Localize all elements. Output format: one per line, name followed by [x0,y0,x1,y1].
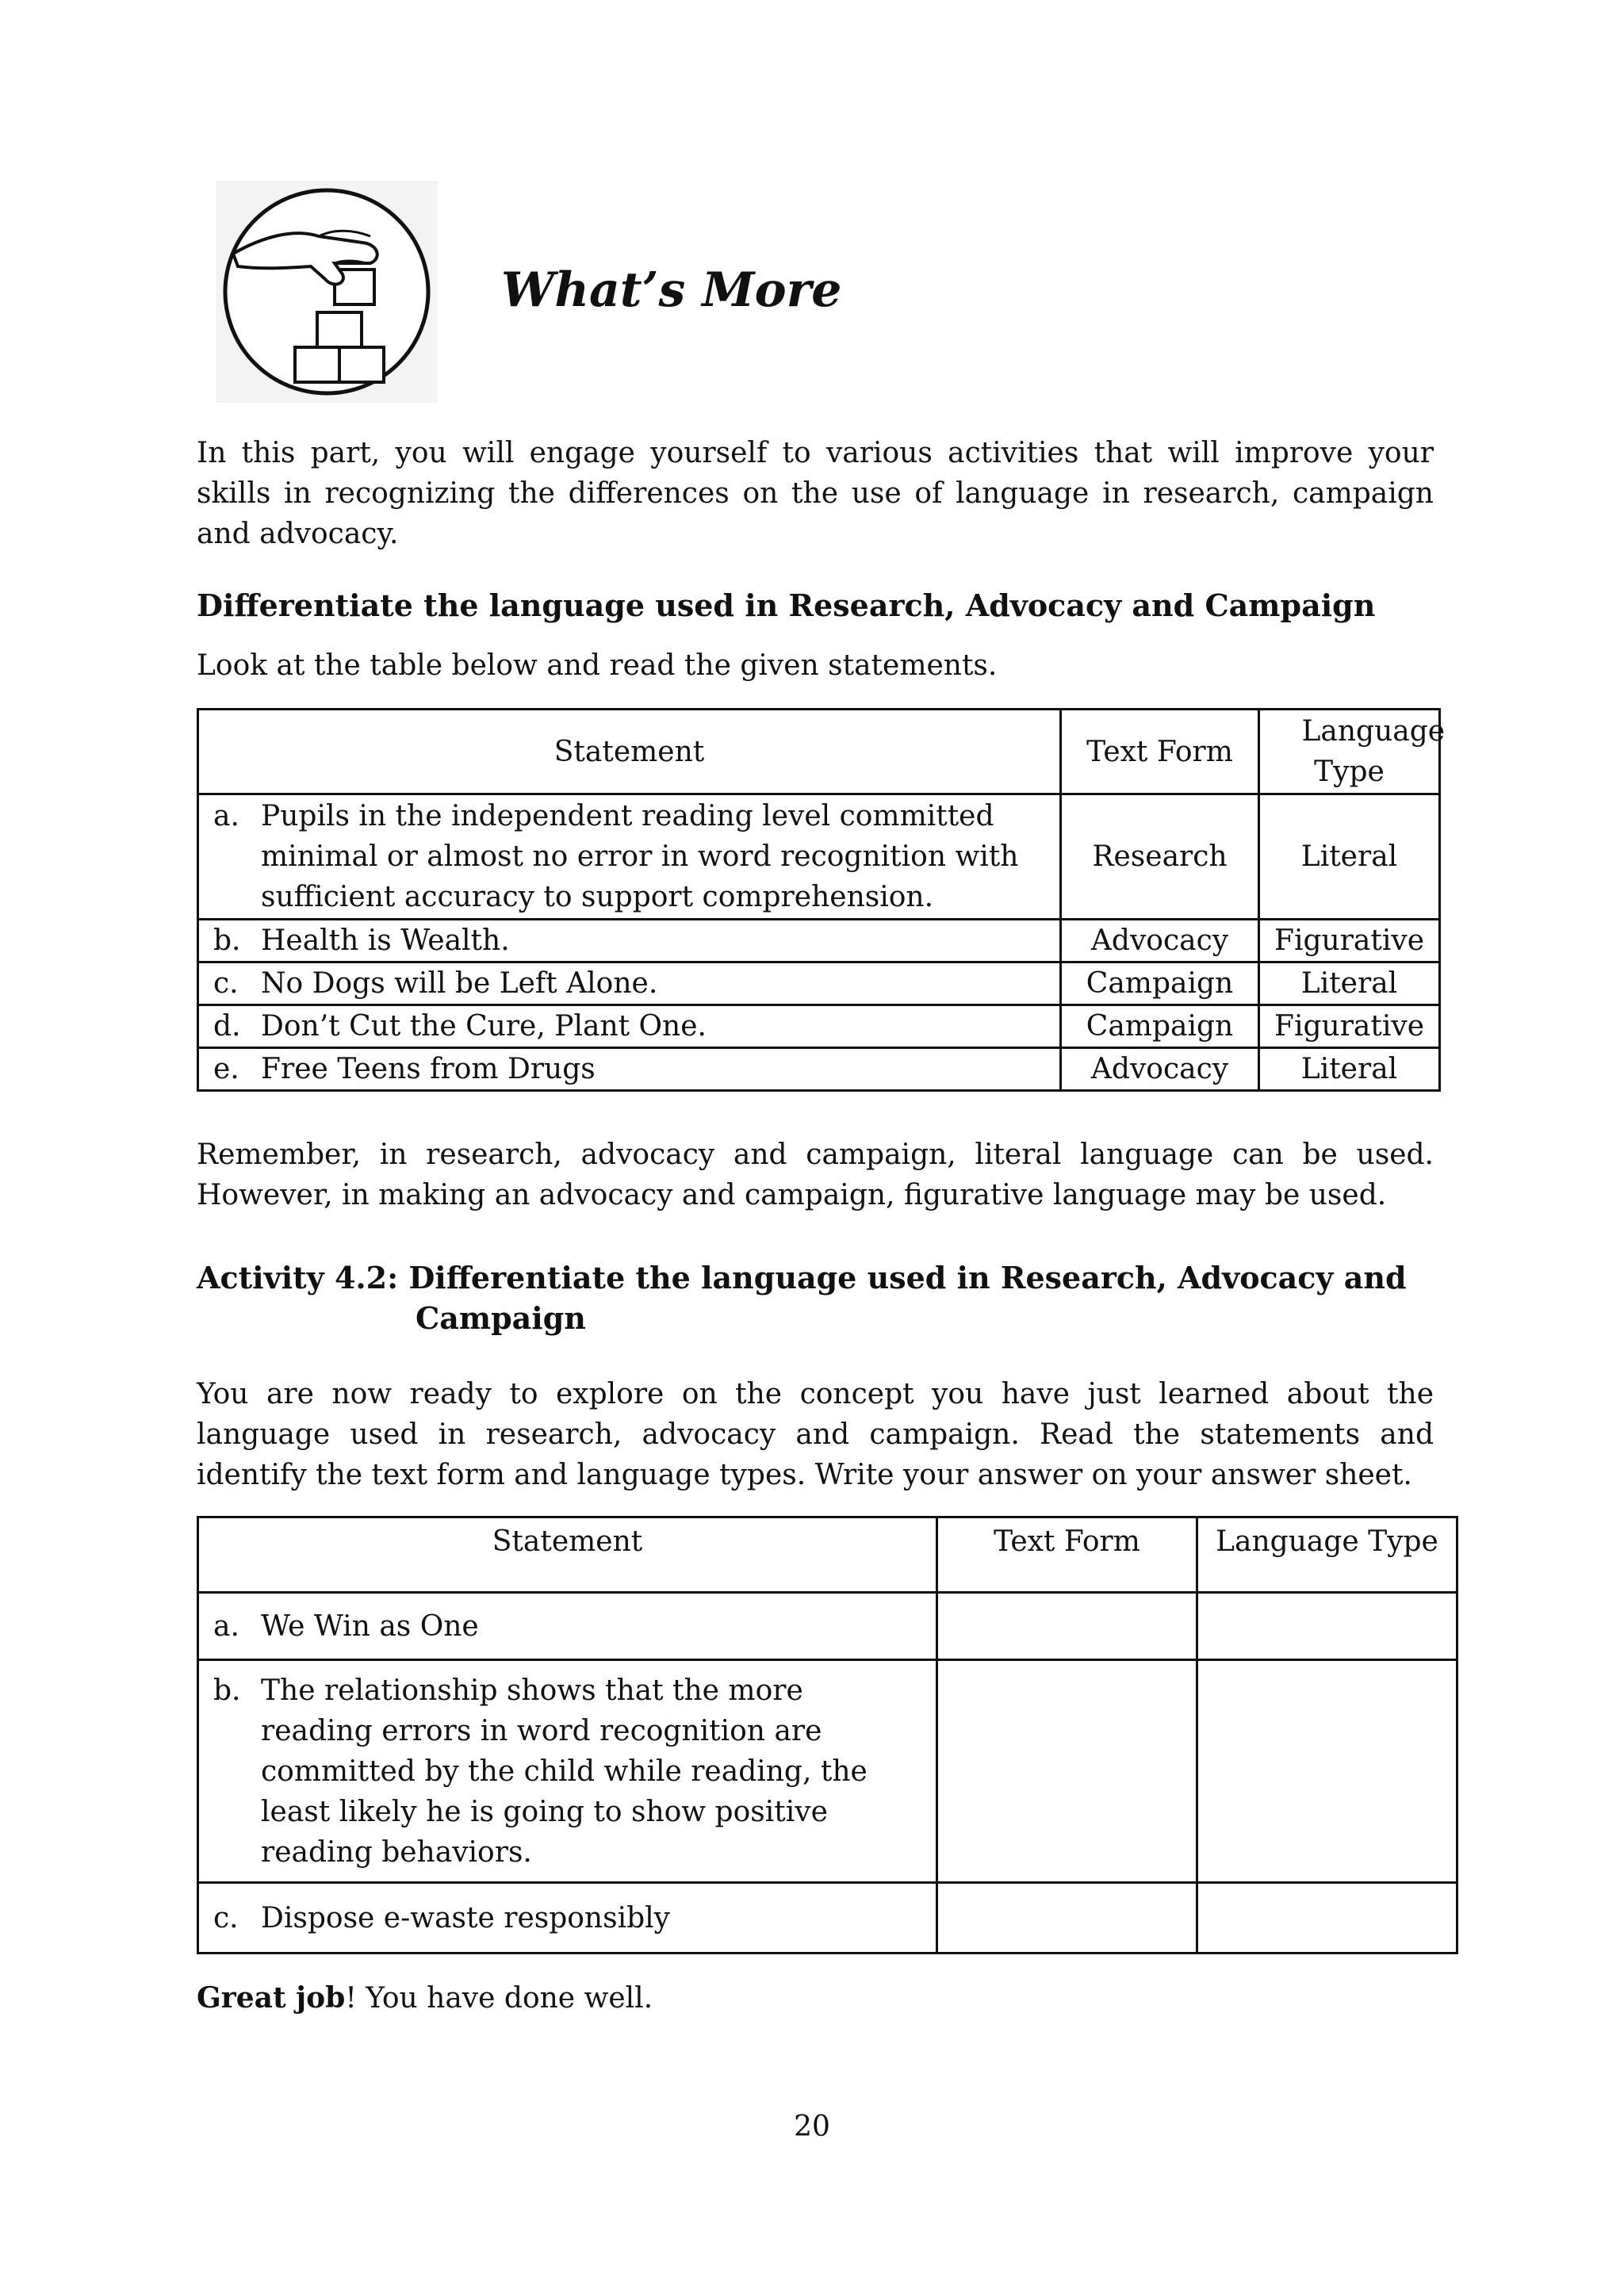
statement-cell: a. Pupils in the independent reading level committed minimal or almost no error in word recognition with sufficient accuracy to support comprehension. [198,794,1061,920]
statement-cell: a. We Win as One [198,1593,937,1660]
text-form-answer-cell [937,1593,1197,1660]
table-row [198,1593,1457,1660]
language-type-cell: Literal [1259,962,1440,1005]
activity-heading: Activity 4.2: Differentiate the language used in Research, Advocacy and Campaign [197,1260,1407,1336]
text-form-cell: Advocacy [1061,920,1259,962]
header-language-type: Language Type [1259,710,1440,794]
section-instruction: Look at the table below and read the given statements. [197,649,998,682]
section-heading: Differentiate the language used in Research, Advocacy and Campaign [197,587,1376,623]
activity-instruction: You are now ready to explore on the concept you have just learned about the language used in research, advocacy and campaign. Read the statements and identify the text form and language types. Write your answer on your answer sheet. [197,1378,1434,1491]
language-type-answer-cell [1197,1883,1457,1954]
language-type-cell: Literal [1259,1048,1440,1091]
reminder-paragraph: Remember, in research, advocacy and campaign, literal language can be used. However, in making an advocacy and campaign, figurative language may be used. [197,1138,1434,1211]
activity-table [197,1516,1458,1954]
table-row [198,962,1440,1005]
language-type-answer-cell [1197,1593,1457,1660]
text-form-answer-cell [937,1660,1197,1883]
page-title: What’s More [501,262,842,318]
statement-cell: e. Free Teens from Drugs [198,1048,1061,1091]
statement-cell: b. Health is Wealth. [198,920,1061,962]
intro-paragraph: In this part, you will engage yourself to various activities that will improve your skills in recognizing the differences on the use of language in research, campaign and advocacy. [197,437,1434,550]
page-number: 20 [794,2110,830,2143]
header-text-form: Text Form [937,1517,1197,1593]
text-form-cell: Campaign [1061,1005,1259,1048]
example-table [197,708,1446,1092]
text-form-cell: Campaign [1061,962,1259,1005]
table-header-row [198,710,1440,794]
language-type-cell: Literal [1259,794,1440,920]
table-row [198,1660,1457,1883]
table-row [198,920,1440,962]
header-statement: Statement [198,1517,937,1593]
closing-message: Great job! You have done well. [197,1981,653,2015]
table-row [198,1883,1457,1954]
text-form-cell: Research [1061,794,1259,920]
text-form-cell: Advocacy [1061,1048,1259,1091]
statement-cell: c. No Dogs will be Left Alone. [198,962,1061,1005]
table-header-row [198,1517,1457,1593]
language-type-cell: Figurative [1259,1005,1440,1048]
language-type-cell: Figurative [1259,920,1440,962]
statement-cell: d. Don’t Cut the Cure, Plant One. [198,1005,1061,1048]
header-text-form: Text Form [1061,710,1259,794]
header-statement: Statement [198,710,1061,794]
text-form-answer-cell [937,1883,1197,1954]
header-language-type: Language Type [1197,1517,1457,1593]
table-row [198,794,1440,920]
table-row [198,1005,1440,1048]
statement-cell: b. The relationship shows that the more reading errors in word recognition are committed by the child while reading, the least likely he is going to show positive reading behaviors. [198,1660,937,1883]
language-type-answer-cell [1197,1660,1457,1883]
statement-cell: c. Dispose e-waste responsibly [198,1883,937,1954]
table-row [198,1048,1440,1091]
hand-stacking-blocks-icon [216,181,438,403]
